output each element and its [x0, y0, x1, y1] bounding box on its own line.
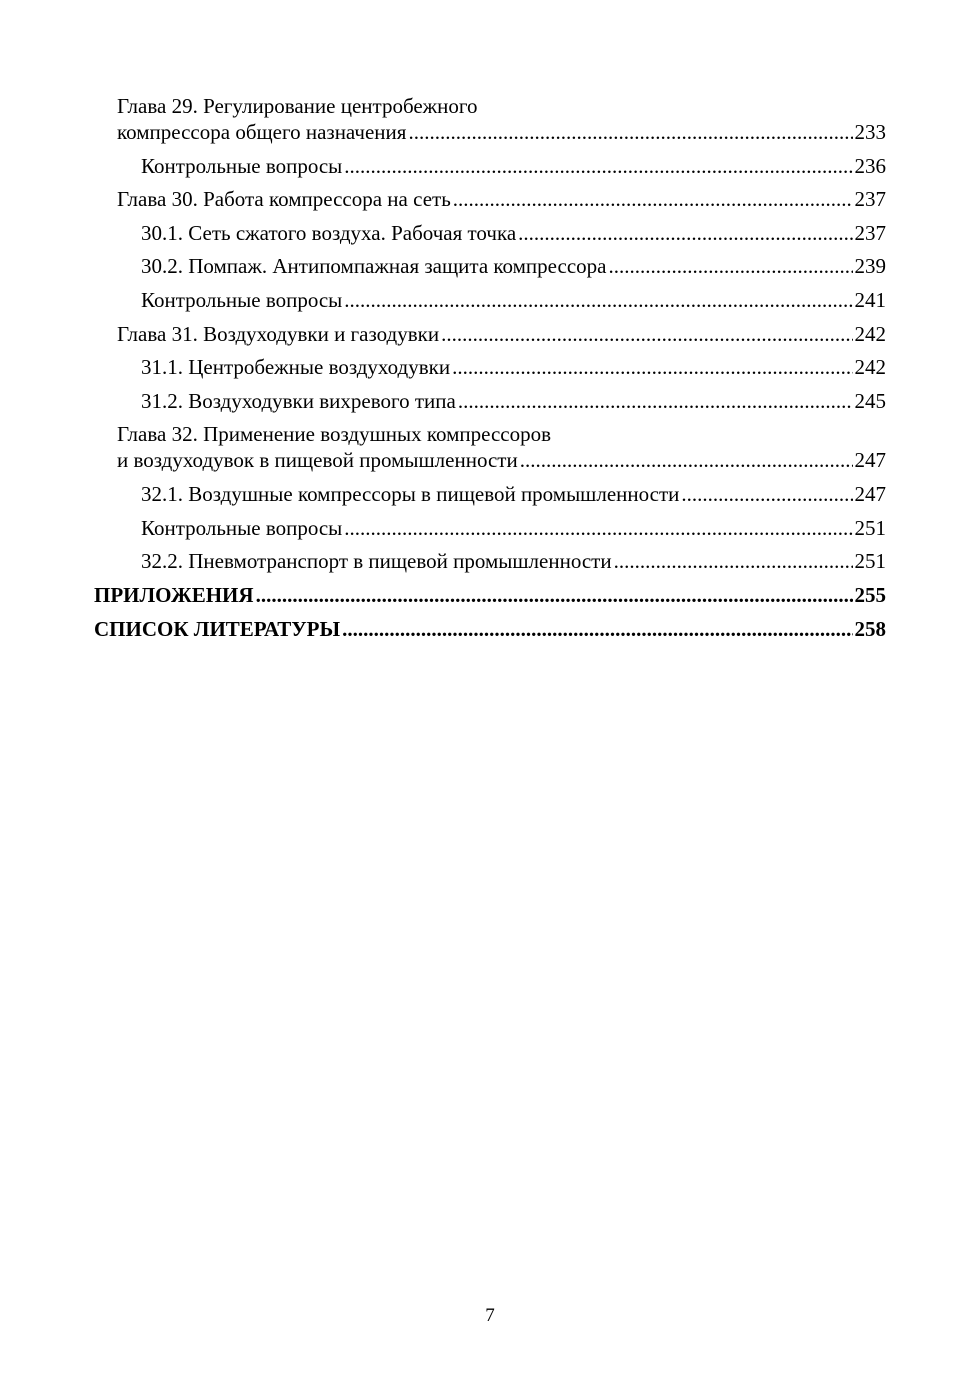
toc-entry[interactable]: [117, 186, 980, 212]
toc-page-number: 233: [854, 120, 886, 144]
toc-entry[interactable]: [141, 548, 980, 574]
toc-entry-title: ПРИЛОЖЕНИЯ: [94, 582, 254, 607]
toc-entry-title: СПИСОК ЛИТЕРАТУРЫ: [94, 616, 341, 641]
toc-page-number: 242: [854, 321, 886, 346]
dot-leader: [518, 220, 852, 246]
toc-entry[interactable]: [117, 321, 980, 347]
table-of-contents: [0, 93, 980, 650]
dot-leader: [344, 153, 852, 179]
toc-entry-title: Контрольные вопросы: [141, 515, 343, 540]
toc-entry-title: 31.1. Центробежные воздуходувки: [141, 355, 451, 380]
toc-entry-title: 30.2. Помпаж. Антипомпажная защита компрессора: [141, 254, 607, 279]
dot-leader: [256, 582, 853, 608]
toc-entry[interactable]: [141, 481, 980, 507]
toc-entry[interactable]: [141, 388, 980, 414]
toc-entry-title-first-line: Глава 29. Регулирование центробежного: [117, 94, 478, 118]
toc-entry[interactable]: [117, 421, 980, 473]
toc-entry-title: Контрольные вопросы: [141, 287, 343, 312]
toc-page-number: 236: [854, 153, 886, 178]
toc-entry-title: Глава 31. Воздуходувки и газодувки: [117, 321, 440, 346]
toc-entry[interactable]: [94, 616, 980, 642]
toc-page-number: 247: [854, 481, 886, 506]
dot-leader: [681, 481, 852, 507]
toc-entry[interactable]: [117, 93, 980, 145]
dot-leader: [342, 616, 852, 642]
dot-leader: [608, 253, 852, 279]
toc-entry-title: компрессора общего назначения: [117, 120, 407, 144]
toc-entry[interactable]: [141, 153, 980, 179]
toc-page-number: 239: [854, 254, 886, 279]
toc-page-number: 251: [854, 515, 886, 540]
dot-leader: [614, 548, 853, 574]
toc-entry-title: и воздуходувок в пищевой промышленности: [117, 448, 518, 473]
toc-entry[interactable]: [94, 582, 980, 608]
toc-entry[interactable]: [141, 220, 980, 246]
toc-page-number: 245: [854, 388, 886, 413]
dot-leader: [458, 388, 853, 414]
toc-entry-title: Глава 30. Работа компрессора на сеть: [117, 187, 451, 212]
toc-entry-title-first-line: Глава 32. Применение воздушных компрессоров: [117, 422, 551, 447]
page-number: 7: [485, 1305, 495, 1326]
dot-leader: [408, 119, 852, 145]
dot-leader: [441, 321, 852, 347]
toc-page-number: 241: [854, 287, 886, 312]
toc-page-number: 237: [854, 187, 886, 212]
toc-entry-title: 32.1. Воздушные компрессоры в пищевой промышленности: [141, 481, 680, 506]
toc-page-number: 251: [854, 549, 886, 574]
toc-entry[interactable]: [141, 253, 980, 279]
toc-page-number: 237: [854, 220, 886, 245]
toc-entry[interactable]: [141, 515, 980, 541]
toc-entry-title: Контрольные вопросы: [141, 153, 343, 178]
dot-leader: [344, 515, 852, 541]
toc-entry[interactable]: [141, 354, 980, 380]
toc-entry-title: 31.2. Воздуходувки вихревого типа: [141, 388, 456, 413]
toc-page-number: 242: [854, 355, 886, 380]
dot-leader: [520, 447, 853, 473]
toc-entry-title: 32.2. Пневмотранспорт в пищевой промышленности: [141, 549, 612, 574]
dot-leader: [452, 354, 852, 380]
dot-leader: [453, 186, 853, 212]
toc-entry[interactable]: [141, 287, 980, 313]
dot-leader: [344, 287, 852, 313]
toc-page-number: 255: [854, 582, 886, 607]
toc-page-number: 258: [854, 616, 886, 641]
toc-page-number: 247: [854, 448, 886, 473]
toc-entry-title: 30.1. Сеть сжатого воздуха. Рабочая точка: [141, 220, 517, 245]
